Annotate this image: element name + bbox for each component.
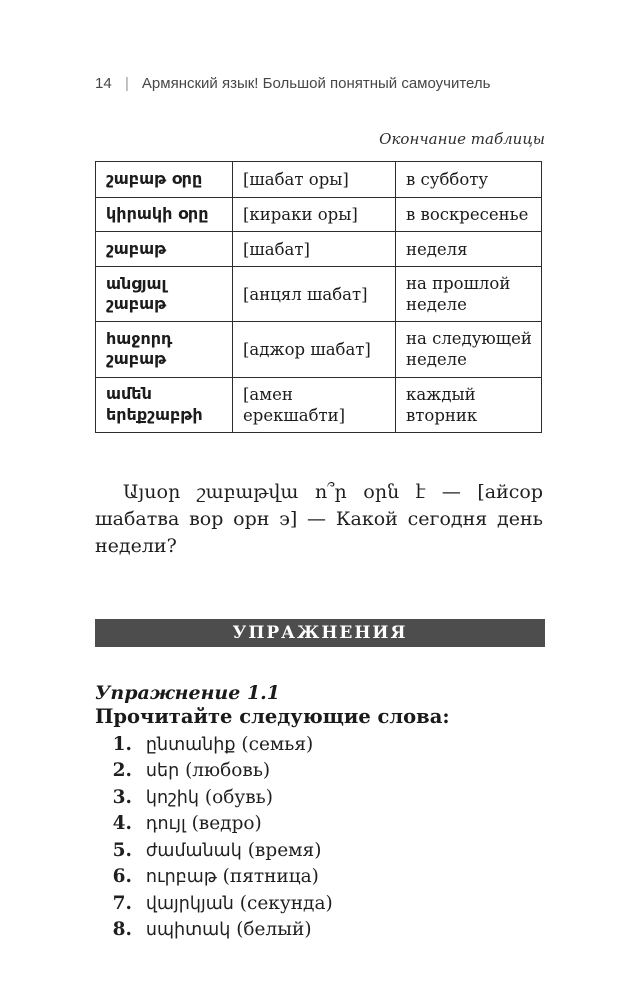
header-divider: |: [125, 75, 129, 92]
item-number: 5.: [112, 839, 132, 861]
word-list-item: [95, 758, 545, 785]
item-armenian: ուրբաթ: [145, 867, 217, 888]
armenian-word: հաջորդ շաբաթ: [96, 322, 233, 377]
armenian-word: շաբաթ: [96, 232, 233, 267]
item-number: 8.: [112, 919, 132, 941]
word-list-item: [95, 732, 545, 759]
item-armenian: ընտանիք: [145, 734, 236, 755]
transcription: [шабат оры]: [233, 162, 396, 198]
russian-translation: на следующей неделе: [396, 322, 542, 377]
section-banner-label: УПРАЖНЕНИЯ: [232, 622, 408, 643]
table-row: [96, 198, 542, 232]
table-row: [96, 377, 542, 432]
vocabulary-table: [95, 161, 542, 433]
item-russian: (семья): [241, 733, 314, 755]
item-number: 6.: [112, 866, 132, 888]
table-row: [96, 322, 542, 377]
word-list-item: [95, 811, 545, 838]
word-list-item: [95, 891, 545, 918]
item-armenian: ժամանակ: [145, 840, 242, 861]
word-list-item: [95, 917, 545, 944]
item-russian: (пятница): [222, 866, 319, 888]
transcription: [шабат]: [233, 232, 396, 267]
item-number: 7.: [112, 892, 132, 914]
item-armenian: սպիտակ: [145, 920, 231, 941]
item-russian: (белый): [236, 919, 312, 941]
russian-translation: на прошлой неделе: [396, 267, 542, 322]
russian-translation: в субботу: [396, 162, 542, 198]
word-list: [95, 732, 545, 944]
word-list-item: [95, 785, 545, 812]
table-row: [96, 232, 542, 267]
table-caption: Окончание таблицы: [379, 130, 545, 148]
item-russian: (любовь): [185, 760, 271, 782]
table-row: [96, 162, 542, 198]
armenian-word: կիրակի օրը: [96, 198, 233, 232]
armenian-word: շաբաթ օրը: [96, 162, 233, 198]
transcription: [амен ерекшабти]: [233, 377, 396, 432]
item-russian: (ведро): [191, 813, 262, 835]
table-row: [96, 267, 542, 322]
word-list-item: [95, 838, 545, 865]
page-header: [95, 0, 545, 92]
header-title: Армянский язык! Большой понятный самоучитель: [141, 75, 491, 92]
russian-translation: неделя: [396, 232, 542, 267]
armenian-word: ամեն երեքշաբթի: [96, 377, 233, 432]
item-number: 2.: [112, 760, 132, 782]
word-list-item: [95, 864, 545, 891]
armenian-word: անցյալ շաբաթ: [96, 267, 233, 322]
example-sentence: Այսօր շաբաթվա ո՞ր օրն է — [айсор шабатва вор орн э] — Какой сегодня день недели?: [95, 480, 543, 557]
exercise-title: Упражнение 1.1: [95, 681, 280, 704]
item-russian: (время): [247, 839, 322, 861]
item-russian: (секунда): [239, 892, 333, 914]
transcription: [аджор шабат]: [233, 322, 396, 377]
transcription: [кираки оры]: [233, 198, 396, 232]
page-number: 14: [95, 75, 112, 92]
item-armenian: դույլ: [145, 814, 186, 835]
transcription: [анцял шабат]: [233, 267, 396, 322]
item-number: 4.: [112, 813, 132, 835]
exercise-instruction: Прочитайте следующие слова:: [95, 704, 450, 728]
item-russian: (обувь): [204, 786, 273, 808]
item-armenian: կոշիկ: [145, 787, 199, 808]
russian-translation: в воскресенье: [396, 198, 542, 232]
item-armenian: սեր: [145, 761, 180, 782]
section-banner: [95, 619, 545, 647]
item-number: 3.: [112, 786, 132, 808]
russian-translation: каждый вторник: [396, 377, 542, 432]
item-number: 1.: [112, 733, 132, 755]
item-armenian: վայրկյան: [145, 893, 234, 914]
